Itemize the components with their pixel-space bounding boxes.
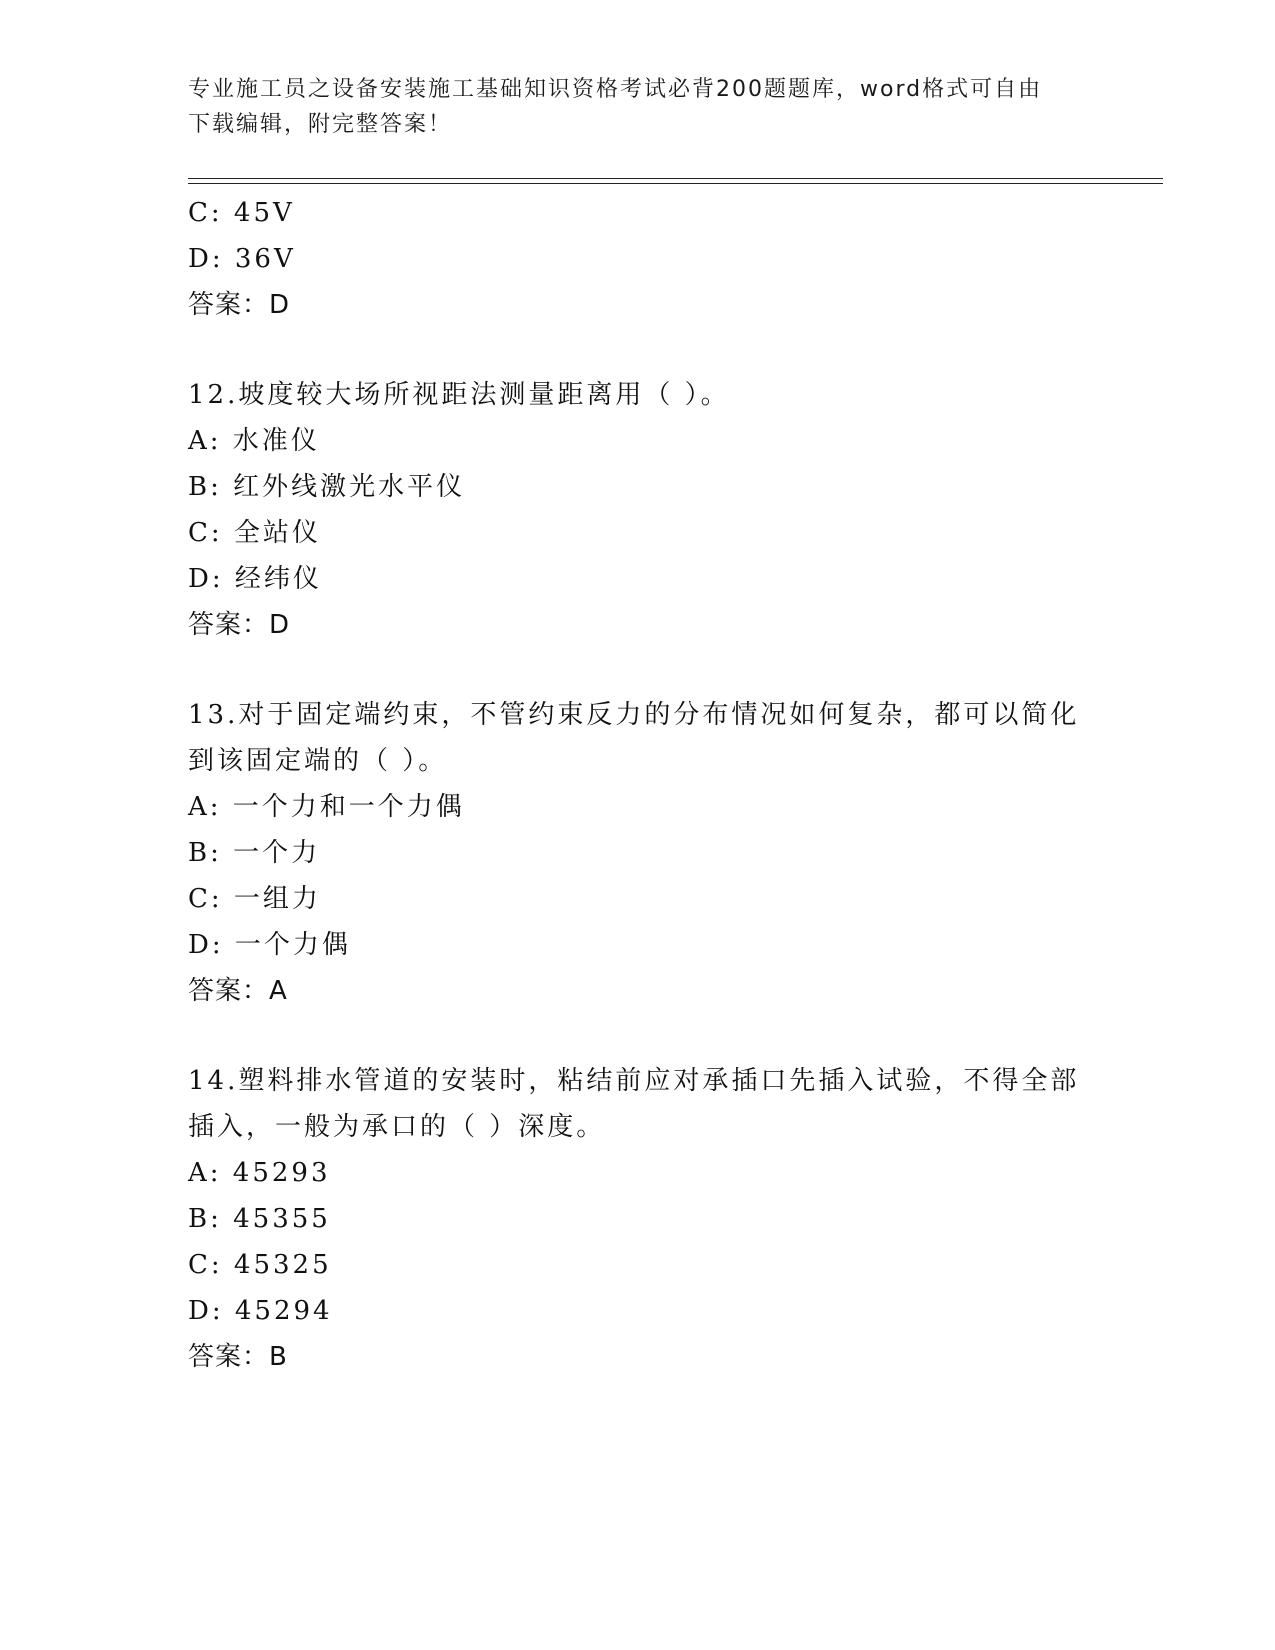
option-d: D: 45294 [188,1296,333,1326]
option-d: D: 36V [188,244,296,274]
header-line-1: 专业施工员之设备安装施工基础知识资格考试必背200题题库，word格式可自由 [188,77,1043,102]
option-c: C: 45V [188,198,295,228]
option-a: A: 45293 [188,1158,331,1188]
option-c: C: 全站仪 [188,518,321,548]
document-body [188,190,1088,1380]
answer-line: 答案：B [188,1342,288,1372]
option-d: D: 一个力偶 [188,930,351,960]
answer-line: 答案：D [188,610,291,640]
option-c: C: 45325 [188,1250,332,1280]
question-14 [188,1058,1088,1380]
spacer [188,328,1088,372]
spacer [188,1014,1088,1058]
question-title: 13.对于固定端约束，不管约束反力的分布情况如何复杂，都可以简化 [188,700,1080,730]
answer-line: 答案：A [188,976,288,1006]
header-rule-bottom [188,183,1163,184]
answer-line: 答案：D [188,290,291,320]
header-rule-top [188,178,1163,179]
option-b: B: 45355 [188,1204,331,1234]
question-title: 14.塑料排水管道的安装时，粘结前应对承插口先插入试验，不得全部 [188,1066,1080,1096]
option-c: C: 一组力 [188,884,321,914]
option-b: B: 红外线激光水平仪 [188,472,466,502]
question-title: 12.坡度较大场所视距法测量距离用（ ）。 [188,380,730,410]
question-13 [188,692,1088,1014]
header-line-2: 下载编辑，附完整答案！ [188,112,453,137]
document-header [188,72,1078,142]
option-a: A: 水准仪 [188,426,320,456]
option-b: B: 一个力 [188,838,321,868]
option-d: D: 经纬仪 [188,564,322,594]
spacer [188,648,1088,692]
option-a: A: 一个力和一个力偶 [188,792,465,822]
question-12 [188,372,1088,648]
question-title-continued: 到该固定端的（ ）。 [188,746,448,776]
question-11-carryover [188,190,1088,328]
question-title-continued: 插入，一般为承口的（ ）深度。 [188,1112,606,1142]
